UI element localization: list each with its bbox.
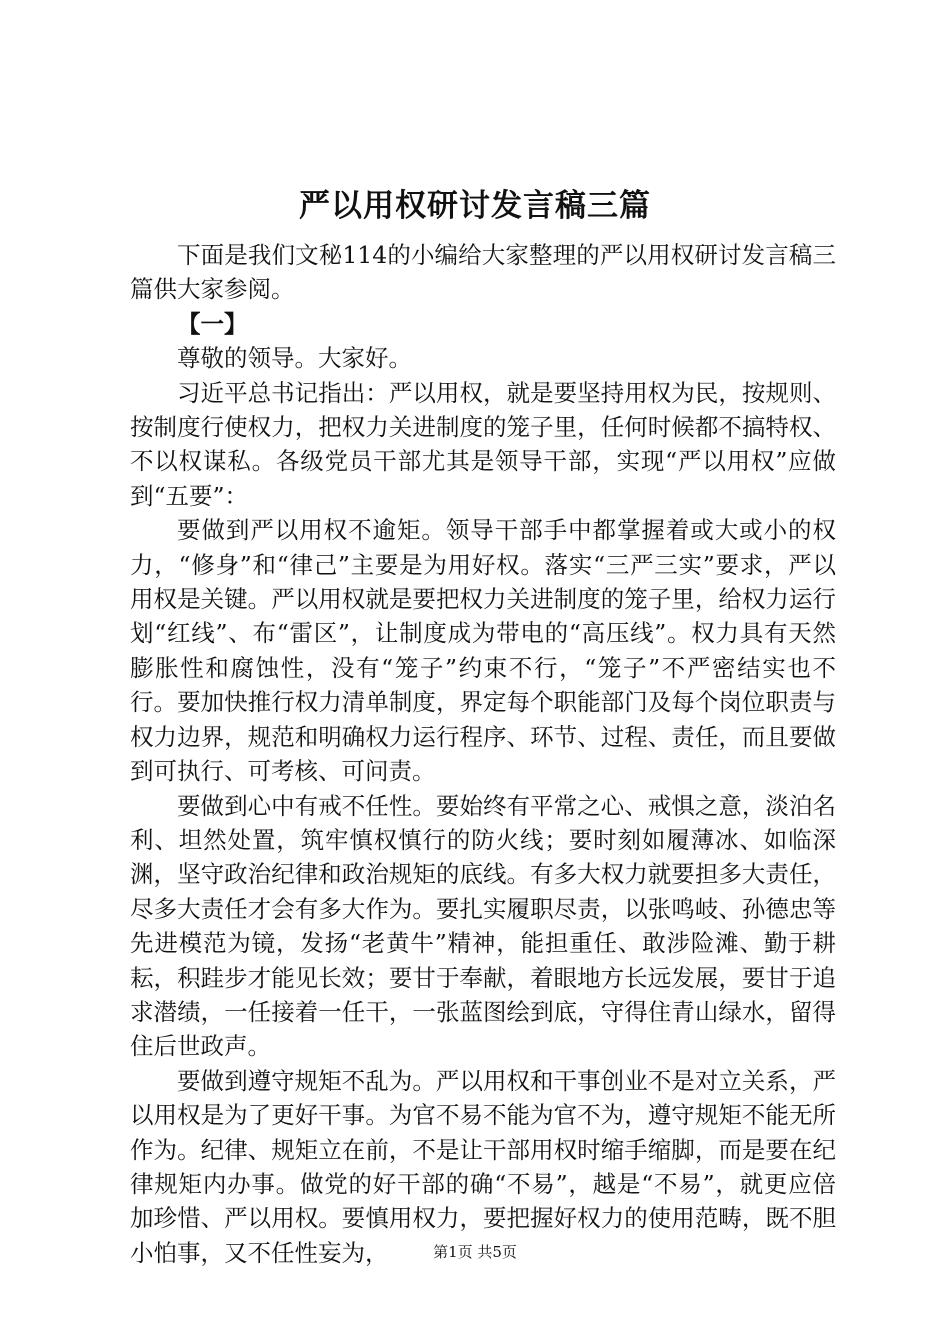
intro-paragraph: 下面是我们文秘114的小编给大家整理的严以用权研讨发言稿三篇供大家参阅。	[130, 241, 836, 304]
greeting-paragraph: 尊敬的领导。大家好。	[177, 344, 412, 373]
body-paragraph: 要做到遵守规矩不乱为。严以用权和干事创业不是对立关系，严以用权是为了更好干事。为官不易不能为官不为，遵守规矩不能无所作为。纪律、规矩立在前，不是让干部用权时缩手缩脚，而是要在纪律规矩内办事。做党的好干部的确“不易”，越是“不易”，就更应倍加珍惜、严以用权。要慎用权力，要把握好权力的使用范畴，既不胆小怕事，又不任性妄为，	[130, 1066, 836, 1267]
section-heading: 【一】	[177, 309, 248, 338]
document-body	[130, 238, 836, 1270]
body-paragraph: 习近平总书记指出：严以用权，就是要坚持用权为民，按规则、按制度行使权力，把权力关进制度的笼子里，任何时候都不搞特权、不以权谋私。各级党员干部尤其是领导干部，实现“严以用权”应做到“五要”：	[130, 378, 836, 510]
document-title: 严以用权研讨发言稿三篇	[299, 188, 651, 224]
body-paragraph: 要做到严以用权不逾矩。领导干部手中都掌握着或大或小的权力，“修身”和“律己”主要是为用好权。落实“三严三实”要求，严以用权是关键。严以用权就是要把权力关进制度的笼子里，给权力运行划“红线”、布“雷区”，让制度成为带电的“高压线”。权力具有天然膨胀性和腐蚀性，没有“笼子”约束不行，“笼子”不严密结实也不行。要加快推行权力清单制度，界定每个职能部门及每个岗位职责与权力边界，规范和明确权力运行程序、环节、过程、责任，而且要做到可执行、可考核、可问责。	[130, 516, 836, 786]
page-footer: 第1页 共5页	[433, 1243, 517, 1261]
body-paragraph: 要做到心中有戒不任性。要始终有平常之心、戒惧之意，淡泊名利、坦然处置，筑牢慎权慎行的防火线；要时刻如履薄冰、如临深渊，坚守政治纪律和政治规矩的底线。有多大权力就要担多大责任，尽多大责任才会有多大作为。要扎实履职尽责，以张鸣岐、孙德忠等先进模范为镜，发扬“老黄牛”精神，能担重任、敢涉险滩、勤于耕耘，积跬步才能见长效；要甘于奉献，着眼地方长远发展，要甘于追求潜绩，一任接着一任干，一张蓝图绘到底，守得住青山绿水，留得住后世政声。	[130, 791, 836, 1061]
